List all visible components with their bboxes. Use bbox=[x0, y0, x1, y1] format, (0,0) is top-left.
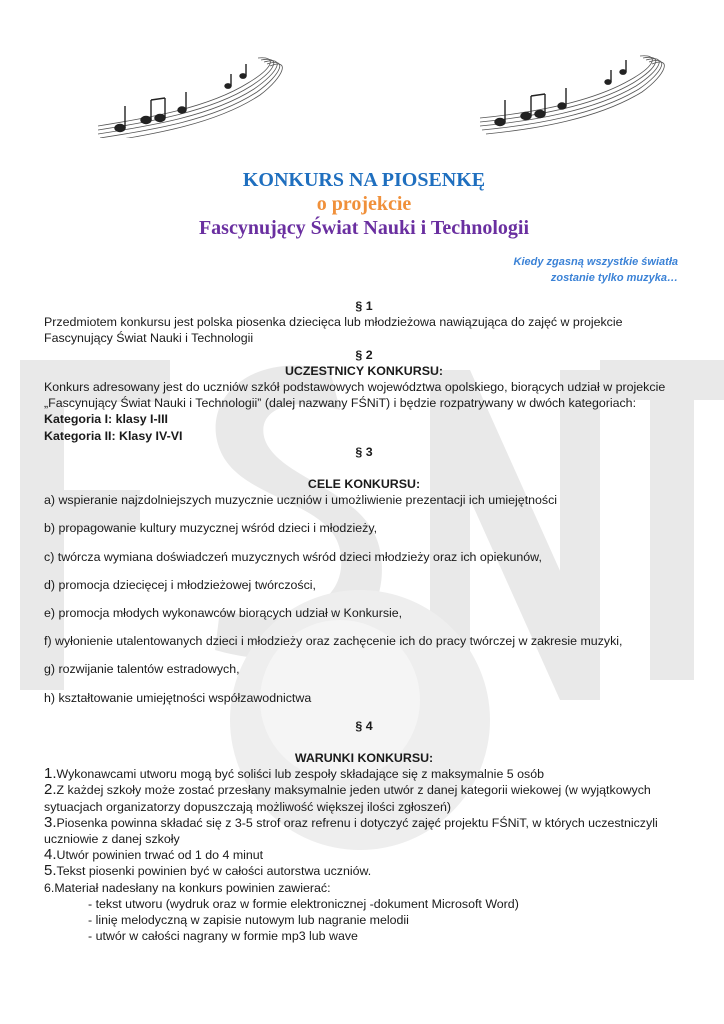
item-number: 3. bbox=[44, 813, 57, 831]
list-item: h) kształtowanie umiejętności współzawodnictwa bbox=[44, 690, 312, 705]
item-number: 6. bbox=[44, 880, 55, 895]
section-1-heading: § 1 bbox=[355, 299, 373, 313]
list-item bbox=[44, 782, 684, 814]
motto-line-1: Kiedy zgasną wszystkie światła bbox=[513, 256, 678, 268]
list-item: c) twórcza wymiana doświadczeń muzycznych wśród dzieci młodzieży oraz ich opiekunów, bbox=[44, 549, 542, 564]
section-2-text: Konkurs adresowany jest do uczniów szkół podstawowych województwa opolskiego, biorących udział w projekcie „Fascynujący Świat Nauki i Technologii” (dalej nazwany FŚNiT) i będzie rozpatrywany w dwóch kategoriach: bbox=[44, 380, 666, 411]
category-2: Kategoria II: Klasy IV-VI bbox=[44, 428, 183, 443]
list-item bbox=[44, 815, 684, 847]
list-item: d) promocja dziecięcej i młodzieżowej twórczości, bbox=[44, 577, 317, 592]
conditions-list bbox=[44, 766, 684, 944]
motto-line-2: zostanie tylko muzyka… bbox=[550, 272, 678, 284]
sub-list-item: - utwór w całości nagrany w formie mp3 lub wave bbox=[88, 929, 358, 944]
item-text: Piosenka powinna składać się z 3-5 strof oraz refrenu i dotyczyć zajęć projektu FŚNiT, w których uczestniczyli uczniowie z danej szkoły bbox=[44, 815, 658, 847]
list-item bbox=[44, 766, 684, 782]
title-line-3: Fascynujący Świat Nauki i Technologii bbox=[198, 217, 530, 239]
list-item: g) rozwijanie talentów estradowych, bbox=[44, 662, 240, 677]
motto bbox=[44, 254, 678, 286]
list-item: f) wyłonienie utalentowanych dzieci i młodzieży oraz zachęcenie ich do pracy twórczej w zakresie muzyki, bbox=[44, 634, 623, 649]
sub-list-item: - linię melodyczną w zapisie nutowym lub nagranie melodii bbox=[88, 913, 409, 928]
document-body bbox=[44, 168, 684, 945]
section-4-subheading: WARUNKI KONKURSU: bbox=[294, 751, 434, 766]
list-item bbox=[44, 847, 684, 863]
sub-list-item: - tekst utworu (wydruk oraz w formie elektronicznej -dokument Microsoft Word) bbox=[88, 896, 519, 911]
section-1-text: Przedmiotem konkursu jest polska piosenka dziecięca lub młodzieżowa nawiązująca do zajęć w projekcie Fascynujący Świat Nauki i Technologii bbox=[44, 315, 623, 346]
section-2-heading: § 2 bbox=[355, 347, 373, 362]
section-4-heading: § 4 bbox=[355, 718, 373, 733]
list-item bbox=[44, 880, 684, 896]
section-2-subheading: UCZESTNICY KONKURSU: bbox=[284, 363, 444, 378]
item-text: Utwór powinien trwać od 1 do 4 minut bbox=[56, 848, 264, 863]
music-notes-staff-icon bbox=[480, 48, 670, 138]
item-number: 1. bbox=[44, 765, 57, 783]
item-text: Tekst piosenki powinien być w całości autorstwa uczniów. bbox=[56, 864, 372, 879]
section-3-heading: § 3 bbox=[355, 444, 373, 459]
section-3-subheading: CELE KONKURSU: bbox=[307, 477, 421, 492]
item-text: Z każdej szkoły może zostać przesłany maksymalnie jeden utwór z danej kategorii wiekowej (w wyjątkowych sytuacjach organizatorzy dopuszczają możliwość większej ilości zgłoszeń) bbox=[44, 783, 651, 814]
item-text: Materiał nadesłany na konkurs powinien zawierać: bbox=[54, 880, 331, 895]
list-item: b) propagowanie kultury muzycznej wśród dzieci i młodzieży, bbox=[44, 521, 378, 536]
category-1: Kategoria I: klasy I-III bbox=[44, 412, 168, 427]
item-number: 4. bbox=[44, 846, 57, 864]
goals-list bbox=[44, 492, 684, 706]
item-text: Wykonawcami utworu mogą być soliści lub zespoły składające się z maksymalnie 5 osób bbox=[56, 767, 544, 782]
title-line-1: KONKURS NA PIOSENKĘ bbox=[242, 169, 486, 191]
item-number: 5. bbox=[44, 862, 57, 880]
music-notes-staff-icon bbox=[98, 48, 288, 138]
item-number: 2. bbox=[44, 781, 57, 799]
title-line-2: o projekcie bbox=[316, 193, 412, 215]
list-item bbox=[44, 863, 684, 879]
list-item: a) wspieranie najzdolniejszych muzycznie uczniów i umożliwienie prezentacji ich umiejętności bbox=[44, 493, 558, 508]
list-item: e) promocja młodych wykonawców biorących udział w Konkursie, bbox=[44, 606, 403, 621]
